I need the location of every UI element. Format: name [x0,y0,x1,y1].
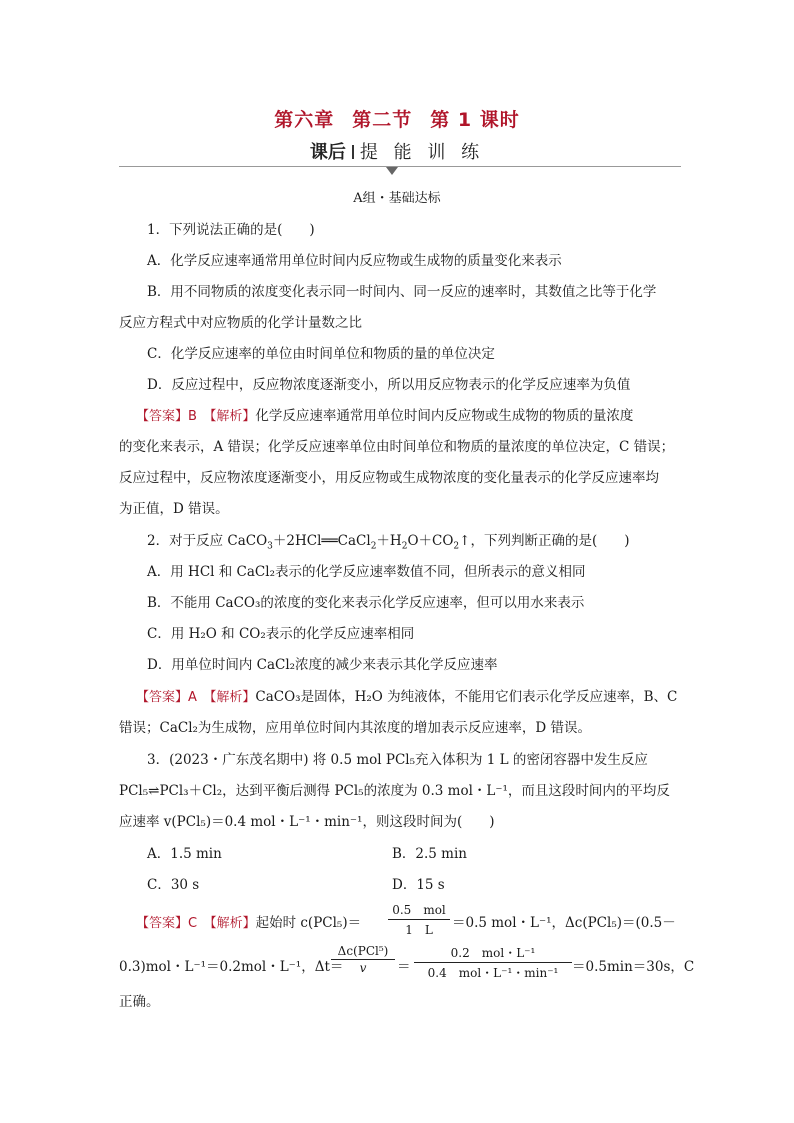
page-title [0,105,794,132]
q2-stem-part: ＋2HCl══CaCl [272,533,371,549]
q2-sub: 3 [267,541,273,552]
subtitle-divider [352,145,354,159]
q3-fraction-1-den: 1 L [405,923,433,937]
section-label: 第二节 [352,109,413,131]
q3-option-a: A．1.5 min [147,846,222,862]
q2-stem-part: 2．对于反应 CaCO [147,533,268,549]
q2-option-d: D．用单位时间内 CaCl₂浓度的减少来表示其化学反应速率 [147,657,498,673]
q3-exp-2-post: ＝0.5min＝30s，C [572,959,695,975]
q2-exp-1: CaCO₃是固体，H₂O 为纯液体，不能用它们表示化学反应速率，B、C [255,689,678,705]
q1-option-b-cont: 反应方程式中对应物质的化学计量数之比 [119,315,362,331]
q3-explanation-1 [136,911,361,931]
q3-option-b: B．2.5 min [392,846,467,862]
q3-fraction-3-num: 0.2 mol・L⁻¹ [414,944,572,963]
q2-sub: 2 [453,541,460,552]
q3-option-d: D．15 s [392,877,445,893]
q3-fraction-3-den: 0.4 mol・L⁻¹・min⁻¹ [427,966,559,980]
q2-option-c: C．用 H₂O 和 CO₂表示的化学反应速率相同 [147,626,415,642]
q3-option-c: C．30 s [147,877,200,893]
q1-option-c: C．化学反应速率的单位由时间单位和物质的量的单位决定 [147,346,495,362]
chapter-label: 第六章 [274,109,335,131]
q3-fraction-2 [331,944,395,975]
q3-fraction-1-num: 0.5 mol [388,901,450,920]
q2-stem-part: ↑，下列判断正确的是( ) [459,533,630,549]
subtitle-text: 提 能 训 练 [359,142,485,163]
q3-stem-2: PCl₅⇌PCl₃＋Cl₂，达到平衡后测得 PCl₅的浓度为 0.3 mol・L⁻¹，而且这段时间内的平均反 [119,783,670,799]
q1-answer-label: 【答案】B 【解析】 [136,409,256,424]
group-title: A组・基础达标 [353,191,441,206]
q1-exp-3: 反应过程中，反应物浓度逐渐变小，用反应物或生成物浓度的变化量表示的化学反应速率均 [119,470,659,486]
q3-answer-label: 【答案】C 【解析】 [136,916,256,931]
lesson-label: 第 1 课时 [430,109,520,131]
q1-option-b: B．用不同物质的浓度变化表示同一时间内、同一反应的速率时，其数值之比等于化学 [147,284,657,300]
q2-option-a: A．用 HCl 和 CaCl₂表示的化学反应速率数值不同，但所表示的意义相同 [147,564,586,580]
q1-option-d: D．反应过程中，反应物浓度逐渐变小，所以用反应物表示的化学反应速率为负值 [147,377,631,393]
q3-exp-2-pre: 0.3)mol・L⁻¹＝0.2mol・L⁻¹，Δt＝ [119,959,344,975]
header-rule [119,166,681,167]
q1-exp-1: 化学反应速率通常用单位时间内反应物或生成物的物质的量浓度 [255,408,634,424]
q3-stem-1: 3．(2023・广东茂名期中) 将 0.5 mol PCl₅充入体积为 1 L 的密闭容器中发生反应 [147,752,648,768]
q3-equals: ＝ [397,959,411,975]
q3-fraction-1 [388,901,450,938]
q1-explanation [136,404,633,424]
q2-stem-part: O＋CO [407,533,454,549]
q3-fraction-3 [414,944,572,981]
q3-stem-3: 应速率 v(PCl₅)＝0.4 mol・L⁻¹・min⁻¹，则这段时间为( ) [119,814,495,830]
q3-fraction-2-den: v [359,961,367,975]
q2-stem-part: ＋H [376,533,402,549]
q2-stem [147,529,630,552]
q1-option-a: A．化学反应速率通常用单位时间内反应物或生成物的质量变化来表示 [147,253,562,269]
q2-sub: 2 [370,541,377,552]
page-subtitle [0,138,794,164]
q2-answer-label: 【答案】A 【解析】 [136,690,256,705]
q3-exp-1-post: ＝0.5 mol・L⁻¹，Δc(PCl₅)＝(0.5－ [452,915,676,931]
q1-stem: 1．下列说法正确的是( ) [147,222,315,238]
q1-exp-4: 为正值，D 错误。 [119,501,229,517]
q3-exp-1-pre: 起始时 c(PCl₅)＝ [255,915,362,931]
q3-fraction-2-num: Δc(PCl⁵) [331,944,395,960]
q2-explanation [136,685,677,705]
q2-sub: 2 [401,541,408,552]
q1-exp-2: 的变化来表示，A 错误；化学反应速率单位由时间单位和物质的量浓度的单位决定，C 错误； [119,439,675,455]
q2-exp-2: 错误；CaCl₂为生成物，应用单位时间内其浓度的增加表示反应速率，D 错误。 [119,720,592,736]
q3-exp-3: 正确。 [119,994,160,1010]
subtitle-prefix: 课后 [309,142,346,163]
down-triangle-icon [386,167,398,175]
q2-option-b: B．不能用 CaCO₃的浓度的变化来表示化学反应速率，但可以用水来表示 [147,595,585,611]
